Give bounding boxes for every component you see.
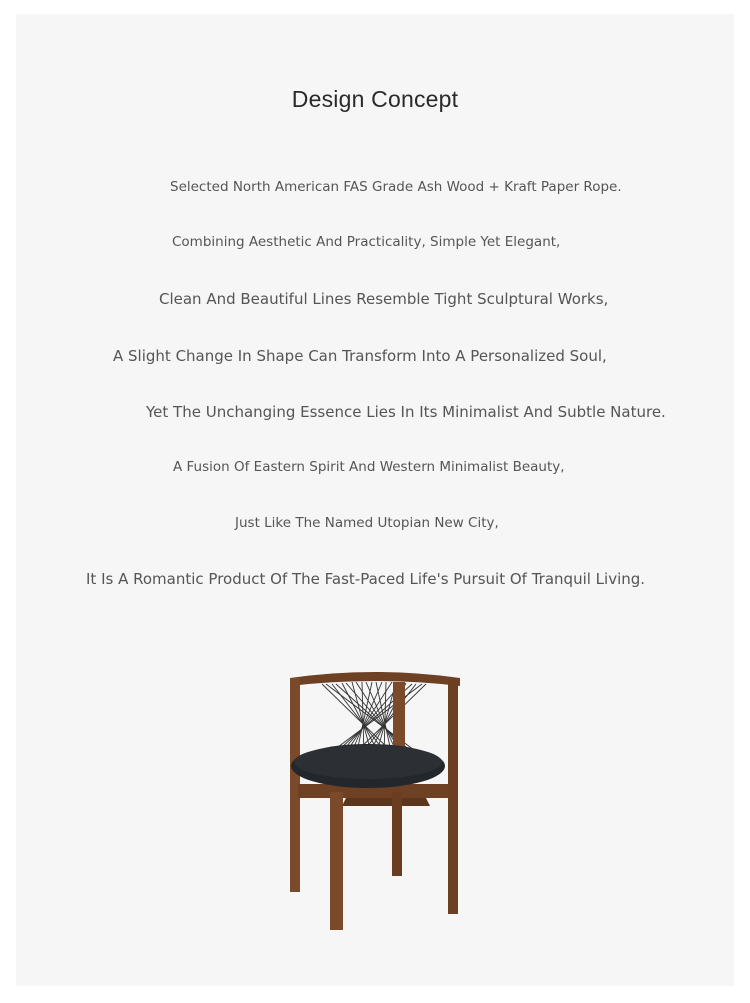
chair-rear-middle-leg [392,792,402,876]
chair-back-right-post [448,680,458,914]
concept-line-8: It Is A Romantic Product Of The Fast-Paced Life's Pursuit Of Tranquil Living. [86,570,646,588]
chair-image [276,664,472,934]
concept-line-1: Selected North American FAS Grade Ash Wood + Kraft Paper Rope. [170,179,622,195]
concept-line-2: Combining Aesthetic And Practicality, Simple Yet Elegant, [172,234,561,250]
concept-line-6: A Fusion Of Eastern Spirit And Western Minimalist Beauty, [173,459,565,475]
concept-line-5: Yet The Unchanging Essence Lies In Its Minimalist And Subtle Nature. [146,403,666,421]
chair-stretcher [342,798,430,806]
concept-line-7: Just Like The Named Utopian New City, [235,515,499,531]
page-title: Design Concept [291,86,459,112]
chair-front-left-leg [330,792,343,930]
chair-back-rail [290,672,460,686]
concept-line-4: A Slight Change In Shape Can Transform Into A Personalized Soul, [113,347,607,365]
concept-line-3: Clean And Beautiful Lines Resemble Tight Sculptural Works, [159,290,609,308]
